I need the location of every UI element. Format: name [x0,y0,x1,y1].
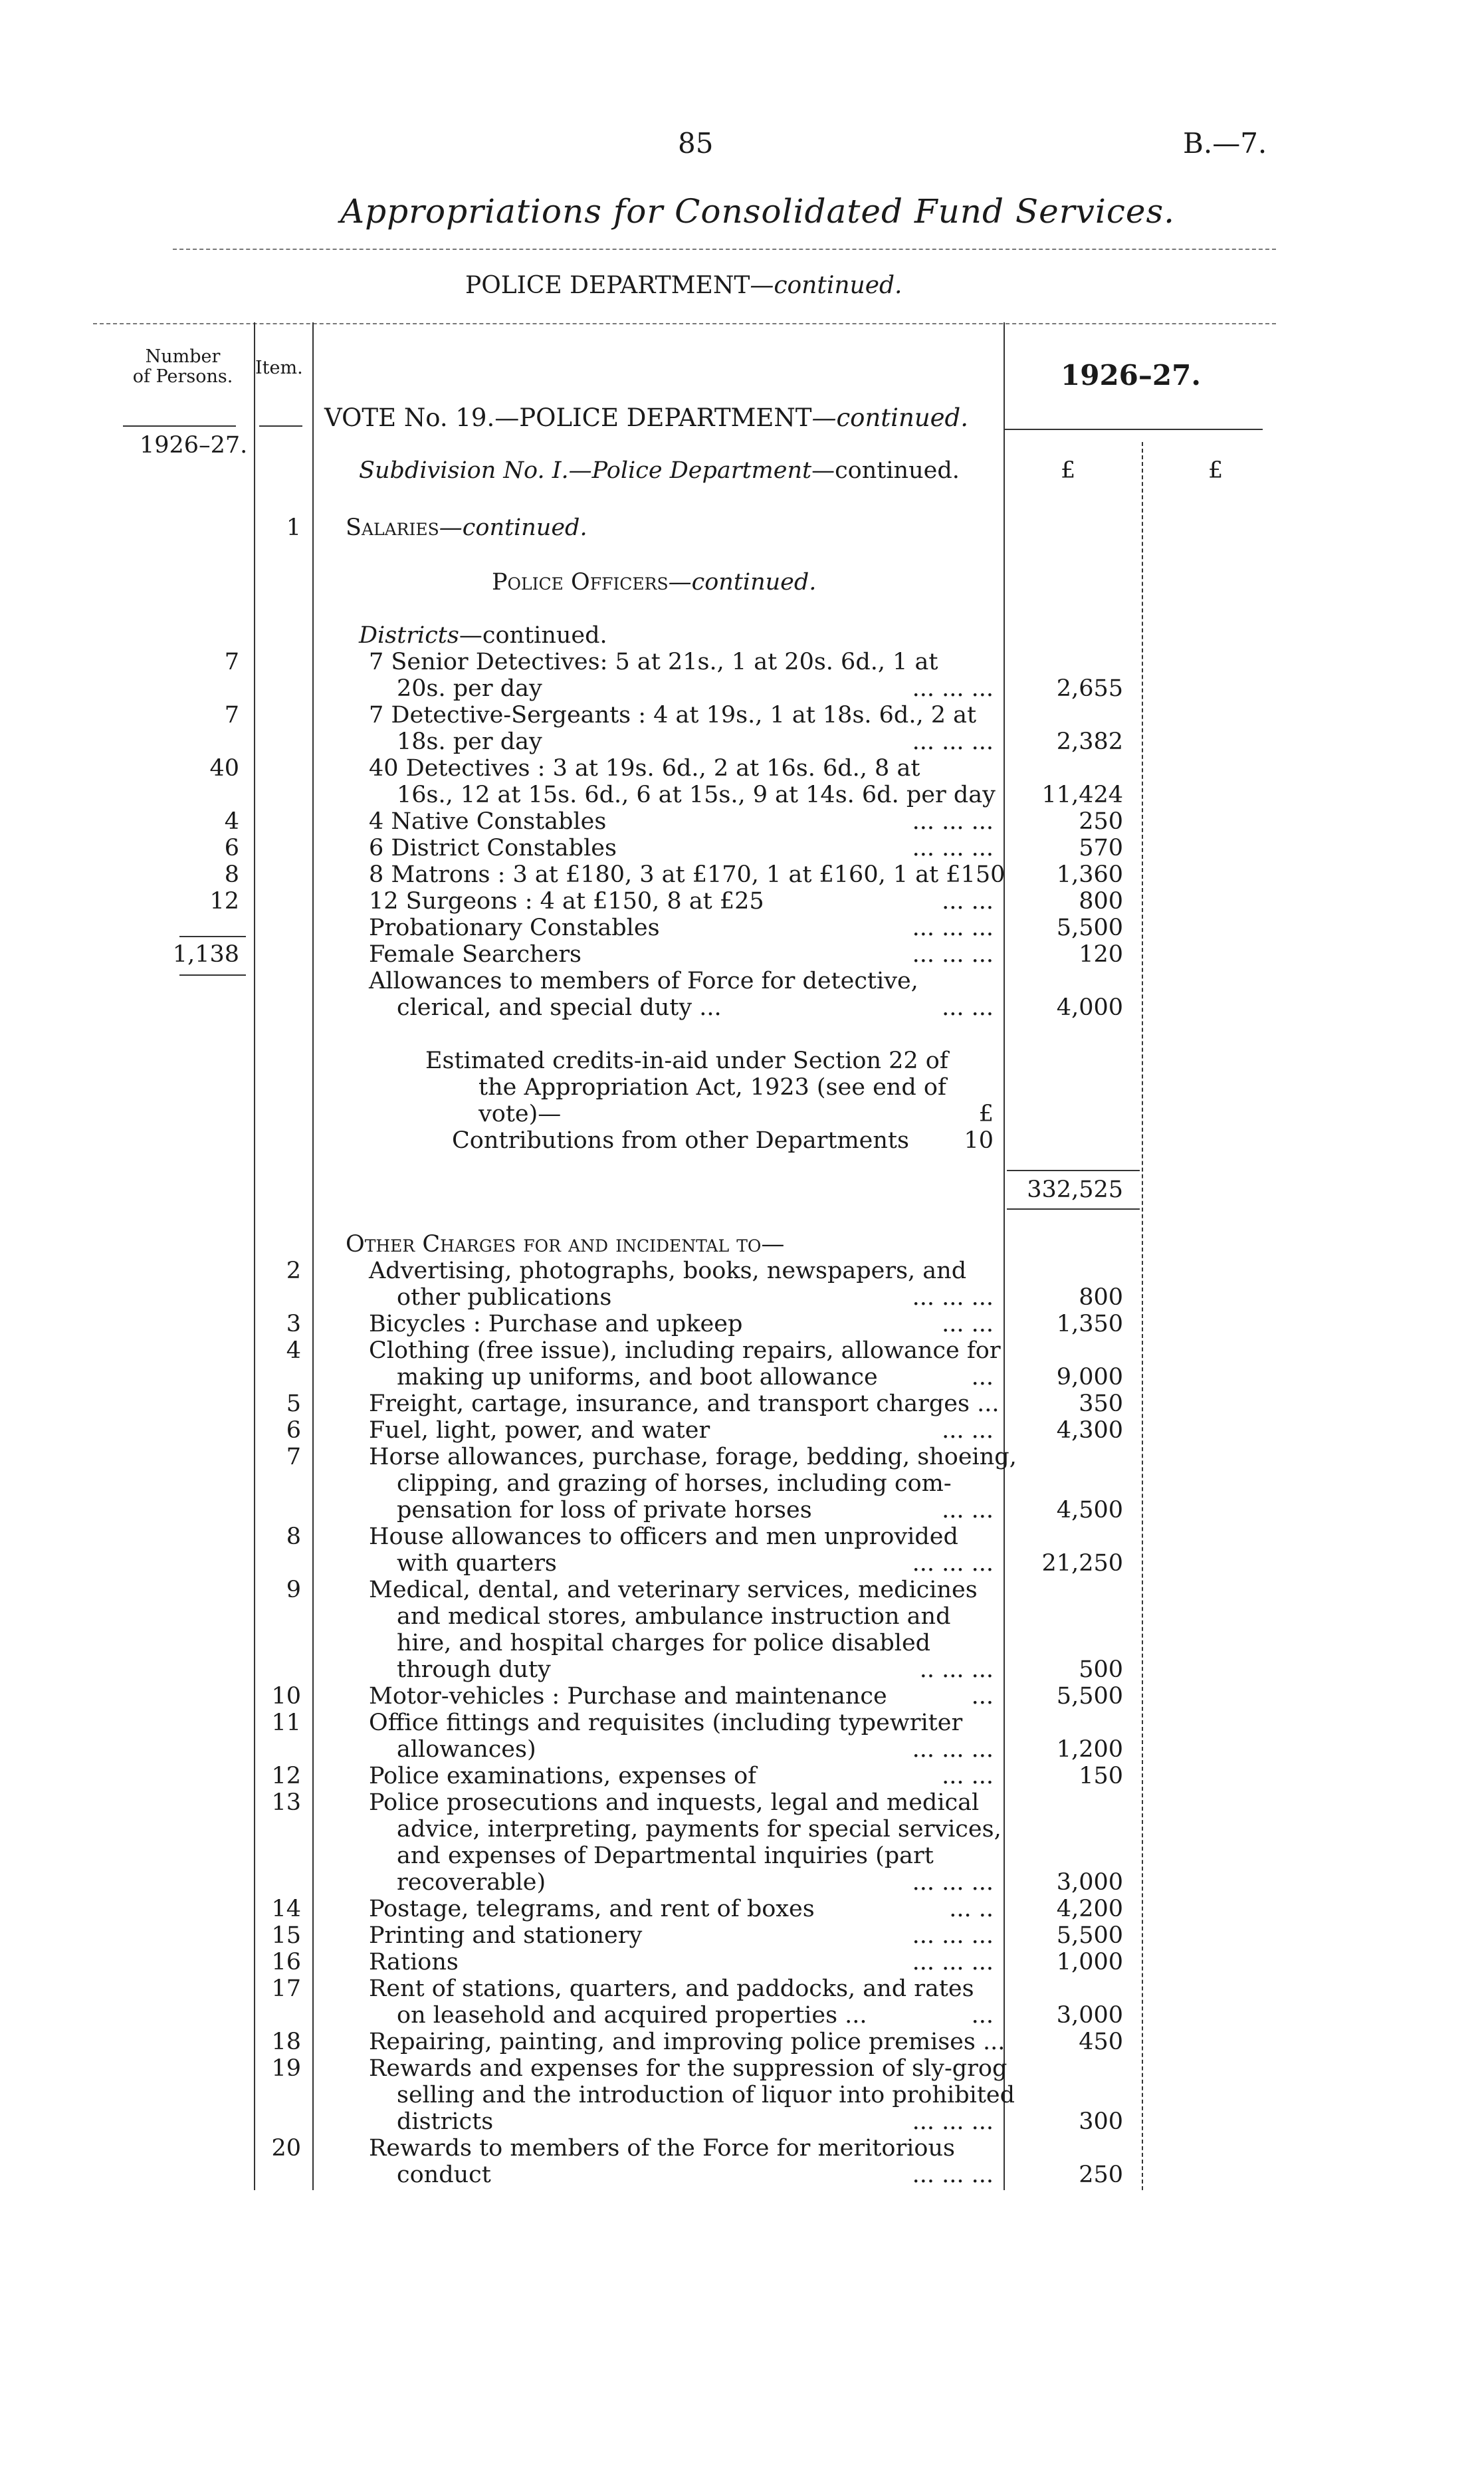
item-number: 9 [286,1577,301,1603]
charge-row-text: Horse allowances, purchase, forage, bedding, shoeing, [369,1444,1017,1470]
police-officers-continued: —continued. [668,569,817,596]
salary-row [369,835,994,861]
rule-under-year [1004,429,1263,430]
charge-row-text: Freight, cartage, insurance, and transport charges ... [369,1391,1000,1417]
charge-row-text-cont: other publications [397,1284,612,1311]
persons-count: 12 [209,888,239,915]
charge-row-text-cont: conduct [397,2162,491,2188]
charge-row-text: Printing and stationery [369,1922,643,1949]
charge-row-text: Police examinations, expenses of [369,1763,757,1789]
charge-row-text-cont: allowances) [397,1736,536,1763]
item-number: 14 [271,1896,301,1922]
item-number: 5 [286,1391,301,1417]
department-rule [93,323,1276,324]
dot-leader: ... ... ... [912,675,994,702]
charge-row [369,1922,994,1949]
persons-count: 8 [224,861,239,888]
charge-row-text: House allowances to officers and men unprovided [369,1523,958,1550]
charge-row-text: Office fittings and requisites (including typewriter [369,1710,963,1736]
charge-row-text: Rations [369,1949,459,1975]
police-officers-label: Police Officers [492,569,669,596]
charge-row-text: advice, interpreting, payments for special services, [397,1816,1002,1843]
charge-amount: 4,500 [1056,1497,1123,1523]
charge-amount: 4,300 [1056,1417,1123,1444]
charge-amount: 9,000 [1056,1364,1123,1391]
charge-row-text: Police prosecutions and inquests, legal and medical [369,1789,980,1816]
charge-row-text: Postage, telegrams, and rent of boxes [369,1896,815,1922]
salary-row [369,702,994,755]
charge-row [369,1444,1017,1523]
charge-amount: 800 [1079,1284,1123,1311]
charge-row-text: Bicycles : Purchase and upkeep [369,1311,743,1337]
salary-row [369,861,1006,888]
salaries-total-rule-bottom [1007,1208,1140,1210]
charge-row-text: Fuel, light, power, and water [369,1417,710,1444]
salary-amount: 4,000 [1056,994,1123,1021]
salaries-heading [346,514,587,541]
item-number: 8 [286,1523,301,1550]
credits-in-aid-note [425,1048,994,1154]
persons-count: 4 [224,808,239,835]
salary-row [369,755,994,808]
charge-row-text-cont: through duty [397,1656,551,1683]
dot-leader: ... ... ... [912,1284,994,1311]
item-number: 13 [271,1789,301,1816]
credits-line-3: vote)— [478,1101,562,1127]
charge-row-text-cont: with quarters [397,1550,557,1577]
salary-row-text-cont: 16s., 12 at 15s. 6d., 6 at 15s., 9 at 14s. 6d. per day [397,782,996,808]
item-number: 3 [286,1311,301,1337]
dot-leader: ... [971,2002,994,2029]
item-number: 19 [271,2055,301,2082]
charge-row [369,1710,994,1763]
salary-row [369,649,994,702]
charge-row [369,1311,994,1337]
item-number: 20 [271,2135,301,2162]
charge-row-text: Motor-vehicles : Purchase and maintenance [369,1683,887,1710]
charge-row-text: and medical stores, ambulance instruction and [397,1603,951,1630]
other-charges-heading: Other Charges for and incidental to— [346,1231,785,1258]
salary-row-text: 4 Native Constables [369,808,607,835]
salary-amount: 11,424 [1041,782,1123,808]
charge-row-text: Rent of stations, quarters, and paddocks, and rates [369,1975,974,2002]
page-title: Appropriations for Consolidated Fund Services. [340,192,1176,231]
charge-row-text-cont: districts [397,2108,494,2135]
charge-row-text: Rewards and expenses for the suppression of sly-grog [369,2055,1007,2082]
salary-row-text: Probationary Constables [369,915,660,941]
dot-leader: ... ... [942,1417,994,1444]
dot-leader: ... ... [942,1497,994,1523]
salaries-continued: —continued. [439,514,587,541]
charge-amount: 5,500 [1056,1683,1123,1710]
salary-row-text: 12 Surgeons : 4 at £150, 8 at £25 [369,888,764,915]
credits-line-2: the Appropriation Act, 1923 (see end of [478,1074,946,1101]
charge-amount: 1,000 [1056,1949,1123,1975]
districts-heading [359,622,607,649]
item-number: 18 [271,2029,301,2055]
charge-row-text: Repairing, painting, and improving police premises ... [369,2029,1006,2055]
charge-row-text-cont: on leasehold and acquired properties ... [397,2002,867,2029]
rule-description-amount [1004,322,1005,2190]
charge-row [369,2055,1015,2135]
item-number: 17 [271,1975,301,2002]
charge-amount: 350 [1079,1391,1123,1417]
salary-row [369,941,994,968]
charge-amount: 1,200 [1056,1736,1123,1763]
persons-count: 7 [224,702,239,729]
dot-leader: ... ... ... [912,835,994,861]
salary-amount: 5,500 [1056,915,1123,941]
year-column-header: 1926–27. [1061,359,1201,392]
charge-row [369,1949,994,1975]
credits-contributions-value: 10 [964,1127,994,1154]
item-number: 10 [271,1683,301,1710]
department-continued: —continued. [750,272,902,299]
salaries-total-rule-top [1007,1170,1140,1171]
item-number: 16 [271,1949,301,1975]
salary-row-text: 7 Senior Detectives: 5 at 21s., 1 at 20s. 6d., 1 at [369,649,938,675]
salary-row-text-cont: 18s. per day [397,729,542,755]
dot-leader: ... ... ... [912,2108,994,2135]
dot-leader: ... [971,1364,994,1391]
persons-total-underline [179,974,246,976]
charge-row [369,1683,994,1710]
charge-row [369,1763,994,1789]
charge-row-text: selling and the introduction of liquor into prohibited [397,2082,1015,2108]
persons-count: 6 [224,835,239,861]
salary-row [369,915,994,941]
persons-header-line2: of Persons. [132,366,233,387]
charge-row-text: clipping, and grazing of horses, including com- [397,1470,952,1497]
salaries-label: Salaries [346,514,439,541]
dot-leader: ... ... ... [912,1550,994,1577]
vote-title-text: VOTE No. 19.—POLICE DEPARTMENT [324,403,812,432]
subdivision-title: Subdivision No. I.—Police Department [359,457,812,484]
charge-row-text: hire, and hospital charges for police disabled [397,1630,931,1656]
salary-amount: 2,382 [1056,729,1123,755]
item-number: 11 [271,1710,301,1736]
charge-row [369,1577,994,1683]
rule-item-description [312,322,314,2190]
dot-leader: ... ... ... [912,1869,994,1896]
police-officers-heading [492,569,816,596]
salary-row-text: 6 District Constables [369,835,617,861]
dot-leader: .. ... ... [919,1656,994,1683]
salary-amount: 800 [1079,888,1123,915]
pound-sign-amount-column: £ [1061,457,1076,484]
charge-row-text: Rewards to members of the Force for meritorious [369,2135,955,2162]
item-column-header: Item. [255,358,303,378]
header-rule [173,249,1276,250]
salary-amount: 570 [1079,835,1123,861]
charge-row-text: Advertising, photographs, books, newspapers, and [369,1258,967,1284]
persons-total-rule [179,936,246,937]
persons-count: 7 [224,649,239,675]
vote-title [324,404,968,432]
charge-row-text-cont: making up uniforms, and boot allowance [397,1364,878,1391]
charge-row [369,1258,994,1311]
department-name: POLICE DEPARTMENT [465,272,750,299]
salary-row-text: 8 Matrons : 3 at £180, 3 at £170, 1 at £160, 1 at £150 [369,861,1006,888]
document-reference: B.—7. [1183,127,1267,160]
charge-row-text-cont: recoverable) [397,1869,546,1896]
salary-row [369,888,994,915]
dot-leader: ... ... ... [912,941,994,968]
salary-amount: 250 [1079,808,1123,835]
subdivision-continued: —continued. [811,457,960,484]
dot-leader: ... ... ... [912,915,994,941]
charge-amount: 500 [1079,1656,1123,1683]
districts-label: Districts [359,622,459,649]
charge-row-text-cont: pensation for loss of private horses [397,1497,812,1523]
dot-leader: ... ... [942,994,994,1021]
rule-under-persons [123,425,236,427]
salary-row-text: 7 Detective-Sergeants : 4 at 19s., 1 at 18s. 6d., 2 at [369,702,977,729]
pound-sign-total-column: £ [1208,457,1223,484]
charge-amount: 3,000 [1056,2002,1123,2029]
charge-row [369,1523,994,1577]
persons-column-header [120,347,246,387]
salary-row-text-cont: clerical, and special duty ... [397,994,722,1021]
dot-leader: ... ... [942,1763,994,1789]
salary-row-text: 40 Detectives : 3 at 19s. 6d., 2 at 16s. 6d., 8 at [369,755,920,782]
charge-row-text: and expenses of Departmental inquiries (part [397,1843,934,1869]
salary-row-text-cont: 20s. per day [397,675,542,702]
dot-leader: ... .. [949,1896,994,1922]
charge-amount: 3,000 [1056,1869,1123,1896]
dot-leader: ... ... ... [912,808,994,835]
dot-leader: ... ... ... [912,2162,994,2188]
dot-leader: ... [971,1683,994,1710]
charge-amount: 450 [1079,2029,1123,2055]
charge-row-text: Clothing (free issue), including repairs, allowance for [369,1337,1001,1364]
dot-leader: ... ... [942,888,994,915]
charge-row [369,1975,994,2029]
subdivision-heading [359,457,960,484]
salaries-total: 332,525 [1027,1177,1123,1203]
charge-amount: 250 [1079,2162,1123,2188]
salary-row [369,968,994,1021]
credits-contributions-label: Contributions from other Departments [452,1127,909,1154]
rule-persons-item [254,322,255,2190]
charge-amount: 150 [1079,1763,1123,1789]
dot-leader: ... ... ... [912,1922,994,1949]
vote-title-continued: —continued. [811,403,968,432]
rule-under-item [259,425,302,427]
credits-pound-sign: £ [978,1101,994,1127]
page-number: 85 [678,127,714,160]
item-number: 15 [271,1922,301,1949]
salary-row-text: Allowances to members of Force for detective, [369,968,918,994]
charge-row [369,1896,994,1922]
dot-leader: ... ... ... [912,1736,994,1763]
charge-amount: 21,250 [1041,1550,1123,1577]
salaries-item-number: 1 [286,514,301,541]
charge-amount: 5,500 [1056,1922,1123,1949]
salary-amount: 1,360 [1056,861,1123,888]
charge-row [369,1417,994,1444]
charge-amount: 4,200 [1056,1896,1123,1922]
persons-count: 40 [209,755,239,782]
charge-row [369,1789,1002,1896]
salary-row [369,808,994,835]
persons-header-line1: Number [145,346,221,367]
department-heading [465,273,902,299]
charge-row [369,2029,1006,2055]
charge-row [369,1391,1000,1417]
charge-amount: 1,350 [1056,1311,1123,1337]
persons-year-label: 1926–27. [140,432,248,459]
dot-leader: ... ... ... [912,729,994,755]
salary-amount: 2,655 [1056,675,1123,702]
districts-continued: —continued. [459,622,607,649]
charge-row [369,1337,1001,1391]
salary-row-text: Female Searchers [369,941,582,968]
charge-amount: 300 [1079,2108,1123,2135]
dot-leader: ... ... [942,1311,994,1337]
dot-leader: ... ... ... [912,1949,994,1975]
charge-row-text: Medical, dental, and veterinary services, medicines [369,1577,978,1603]
item-number: 6 [286,1417,301,1444]
salary-amount: 120 [1079,941,1123,968]
rule-amount-total [1142,442,1143,2190]
item-number: 4 [286,1337,301,1364]
item-number: 7 [286,1444,301,1470]
charge-row [369,2135,994,2188]
credits-line-1: Estimated credits-in-aid under Section 22 of [425,1048,948,1074]
persons-total: 1,138 [172,941,239,968]
item-number: 2 [286,1258,301,1284]
item-number: 12 [271,1763,301,1789]
